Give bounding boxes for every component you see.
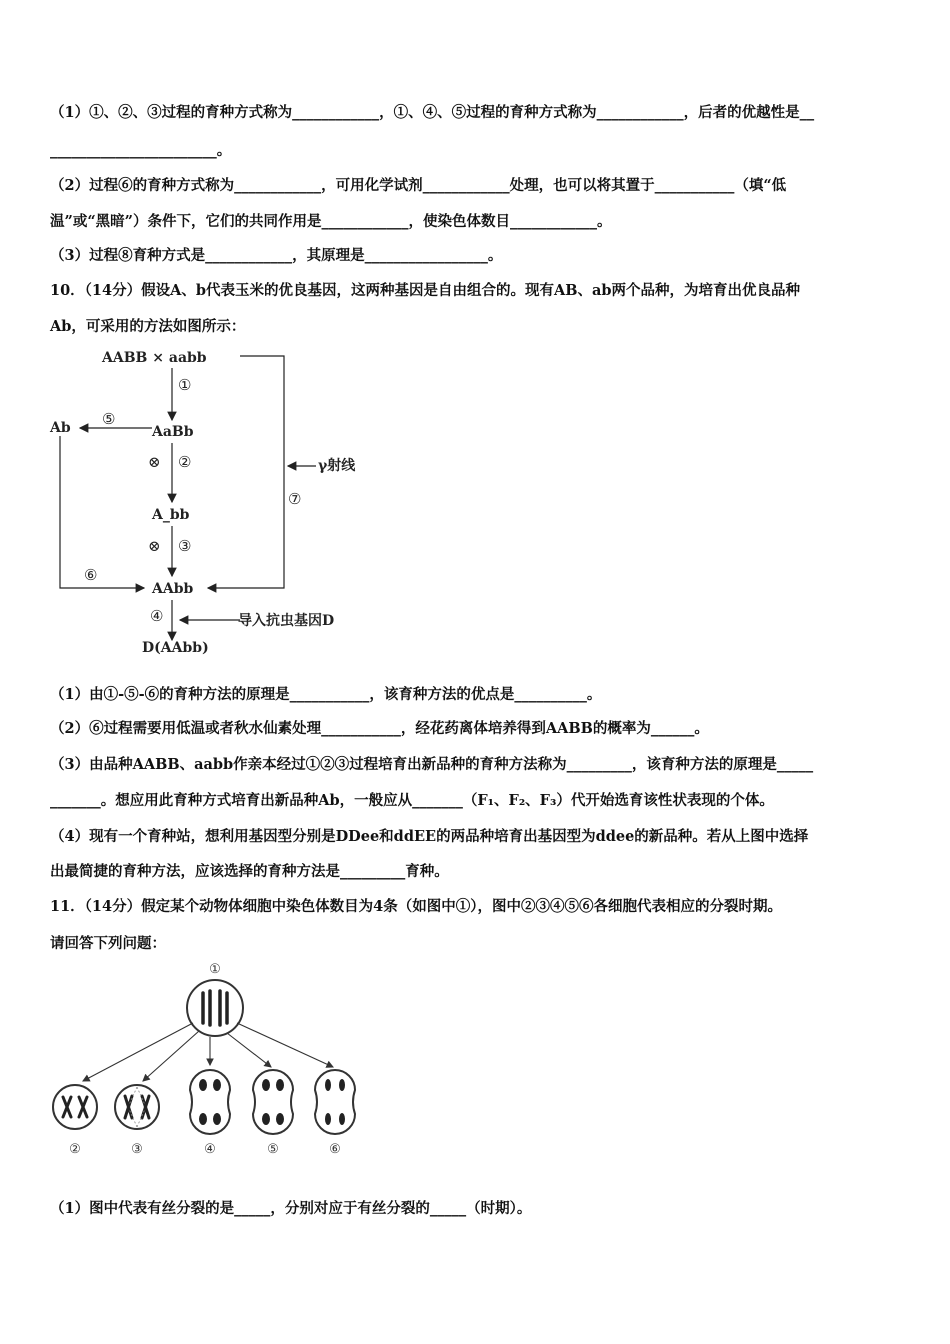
line-16: （1）图中代表有丝分裂的是_____，分别对应于有丝分裂的_____（时期）。 [50, 1200, 532, 1217]
line-8: （1）由①-⑤-⑥的育种方法的原理是___________，该育种方法的优点是__________。 [50, 686, 602, 703]
cell-label-6: ⑥ [329, 1142, 341, 1157]
line-5: （3）过程⑧育种方式是____________，其原理是_________________。 [50, 247, 503, 264]
line-15: 请回答下列问题： [50, 935, 166, 952]
cell-1 [187, 980, 243, 1036]
cell-label-3: ③ [131, 1142, 143, 1157]
step-3: ③ [178, 537, 192, 555]
cell-label-1: ① [209, 962, 221, 977]
line-10: （3）由品种AABB、aabb作亲本经过①②③过程培育出新品种的育种方法称为_________，该育种方法的原理是_____ [50, 756, 814, 773]
f1-label: AaBb [152, 424, 194, 440]
step-2: ② [178, 453, 192, 471]
product-label: D(AAbb) [142, 640, 209, 656]
cell-division-diagram [45, 955, 375, 1160]
self-1: ⊗ [148, 453, 161, 471]
cell-5 [253, 1070, 293, 1134]
cell-label-2: ② [69, 1142, 81, 1157]
target-label: AAbb [152, 581, 194, 597]
step-7: ⑦ [288, 490, 302, 508]
insert-label: 导入抗虫基因D [238, 613, 335, 629]
line-4: 温”或“黑暗”）条件下，它们的共同作用是____________，使染色体数目____________。 [50, 213, 612, 230]
question-11: 11．（14分）假定某个动物体细胞中染色体数目为4条（如图中①），图中②③④⑤⑥各细胞代表相应的分裂时期。 [50, 898, 782, 915]
line-9: （2）⑥过程需要用低温或者秋水仙素处理___________，经花药离体培养得到AABB的概率为______。 [50, 720, 709, 737]
self-2: ⊗ [148, 537, 161, 555]
gamma-label: γ射线 [318, 458, 356, 474]
parents-label: AABB × aabb [102, 350, 207, 366]
cell-label-5: ⑤ [267, 1142, 279, 1157]
cell-3 [115, 1085, 159, 1129]
line-12: （4）现有一个育种站，想利用基因型分别是DDee和ddEE的两品种培育出基因型为ddee的新品种。若从上图中选择 [50, 828, 809, 845]
line-1: （1）①、②、③过程的育种方式称为____________，①、④、⑤过程的育种方式称为____________，后者的优越性是__ [50, 104, 815, 121]
line-11: _______。想应用此育种方式培育出新品种Ab，一般应从_______（F₁、F₂、F₃）代开始选育该性状表现的个体。 [50, 792, 774, 809]
step-5: ⑤ [102, 410, 116, 428]
ab-label: Ab [50, 420, 71, 436]
cell-2 [53, 1085, 97, 1129]
cell-6 [315, 1070, 355, 1134]
line-2: _______________________。 [50, 142, 232, 159]
cell-4 [190, 1070, 230, 1134]
mid-label: A_bb [152, 507, 190, 523]
cell-label-4: ④ [204, 1142, 216, 1157]
step-1: ① [178, 376, 192, 394]
step-4: ④ [150, 607, 164, 625]
line-3: （2）过程⑥的育种方式称为____________，可用化学试剂____________处理，也可以将其置于___________（填“低 [50, 177, 787, 194]
line-7: Ab，可采用的方法如图所示： [50, 318, 246, 335]
breeding-diagram [40, 340, 400, 665]
question-10: 10．（14分）假设A、b代表玉米的优良基因，这两种基因是自由组合的。现有AB、ab两个品种，为培育出优良品种 [50, 282, 801, 299]
line-13: 出最简捷的育种方法，应该选择的育种方法是_________育种。 [50, 863, 449, 880]
step-6: ⑥ [84, 566, 98, 584]
